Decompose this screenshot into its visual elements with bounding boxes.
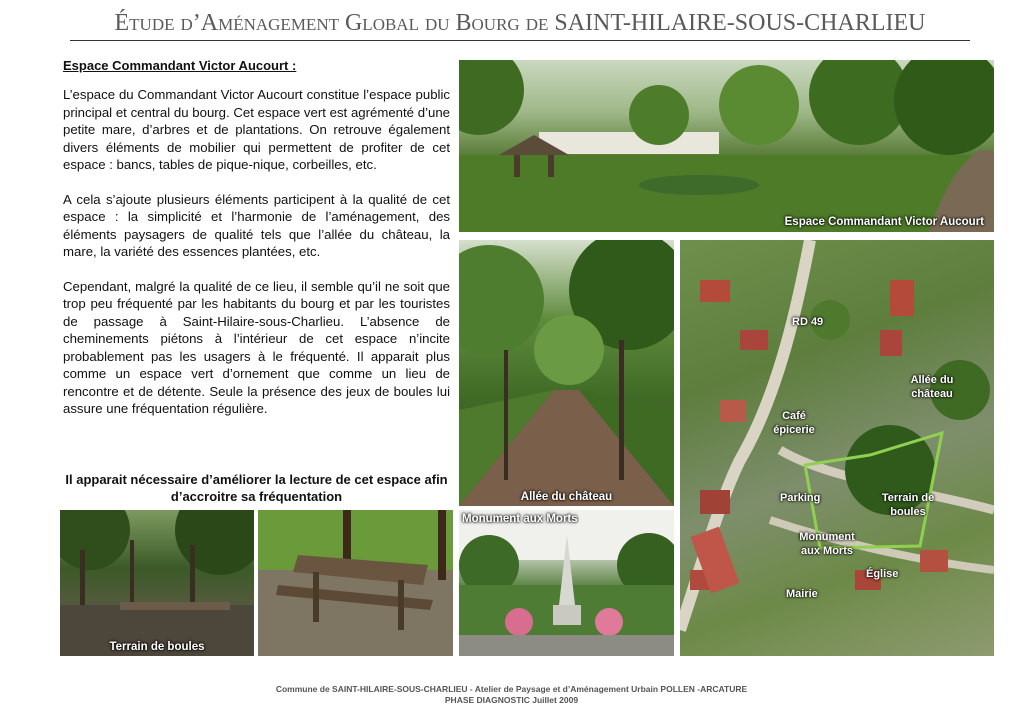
photo-monument-illustration — [459, 510, 674, 656]
map-label-monument: Monument aux Morts — [799, 531, 855, 557]
map-label-mairie: Mairie — [786, 588, 818, 600]
map-label-allee: Allée du château — [910, 374, 954, 400]
title-prefix: Étude d’Aménagement Global du Bourg de — [114, 10, 549, 36]
photo-allee-chateau — [459, 240, 674, 506]
caption-allee: Allée du château — [520, 491, 613, 503]
section-heading: Espace Commandant Victor Aucourt : — [63, 58, 297, 73]
page-title — [70, 10, 970, 37]
map-label-parking: Parking — [780, 492, 821, 504]
photo-boules-illustration — [60, 510, 254, 656]
photo-espace-illustration — [459, 60, 994, 232]
footer-line-1: Commune de SAINT-HILAIRE-SOUS-CHARLIEU - Atelier de Paysage et d’Aménagement Urbain POLLEN -ARCATURE — [275, 684, 748, 694]
paragraph-2: A cela s’ajoute plusieurs éléments participent à la qualité de cet espace : la simplicité et l’harmonie de l’aménagement, des éléments paysagers de qualité tels que l’allée du château, la mare, la variété des essences plantées, etc. — [63, 191, 450, 259]
photo-espace-commandant — [459, 60, 994, 232]
photo-terrain-boules — [60, 510, 254, 656]
aerial-map-illustration — [680, 240, 994, 656]
photo-picnic-table — [258, 510, 453, 656]
photo-monument-aux-morts — [459, 510, 674, 656]
aerial-map — [680, 240, 994, 656]
map-label-eglise: Église — [866, 568, 899, 580]
caption-espace: Espace Commandant Victor Aucourt — [784, 216, 984, 228]
title-commune: SAINT-HILAIRE-SOUS-CHARLIEU — [554, 10, 926, 36]
photo-table-illustration — [258, 510, 453, 656]
photo-allee-illustration — [459, 240, 674, 506]
caption-boules: Terrain de boules — [109, 641, 205, 653]
title-divider — [70, 40, 970, 41]
conclusion-text: Il apparait nécessaire d’améliorer la lecture de cet espace afin d’accroitre sa fréquentation — [65, 472, 448, 504]
map-label-cafe: Café épicerie — [773, 410, 815, 436]
map-label-terrain: Terrain de boules — [881, 492, 935, 518]
map-label-rd49: RD 49 — [792, 316, 824, 328]
caption-monument: Monument aux Morts — [462, 513, 578, 525]
page-footer — [0, 684, 1023, 706]
footer-line-2: PHASE DIAGNOSTIC Juillet 2009 — [444, 695, 579, 705]
paragraph-1: L’espace du Commandant Victor Aucourt constitue l’espace public principal et central du bourg. Cet espace vert est agrémenté d’une petite mare, d’arbres et de plantations. On retrouve également divers éléments de mobilier qui permettent de profiter de cet espace : bancs, tables de pique-nique, corbeilles, etc. — [63, 87, 450, 172]
paragraph-3: Cependant, malgré la qualité de ce lieu, il semble qu’il ne soit que trop peu fréquenté par les habitants du bourg et par les touristes de passage à Saint-Hilaire-sous-Charlieu. L’absence de cheminements piétons à l’intérieur de cet espace n’incite probablement pas les usagers à le fréquenté. Il apparait plus comme un espace vert d’ornement que comme un lieu de rencontre et de détente. Seule la présence des jeux de boules lui assure une fréquentation régulière. — [63, 278, 450, 416]
body-text — [63, 86, 450, 418]
